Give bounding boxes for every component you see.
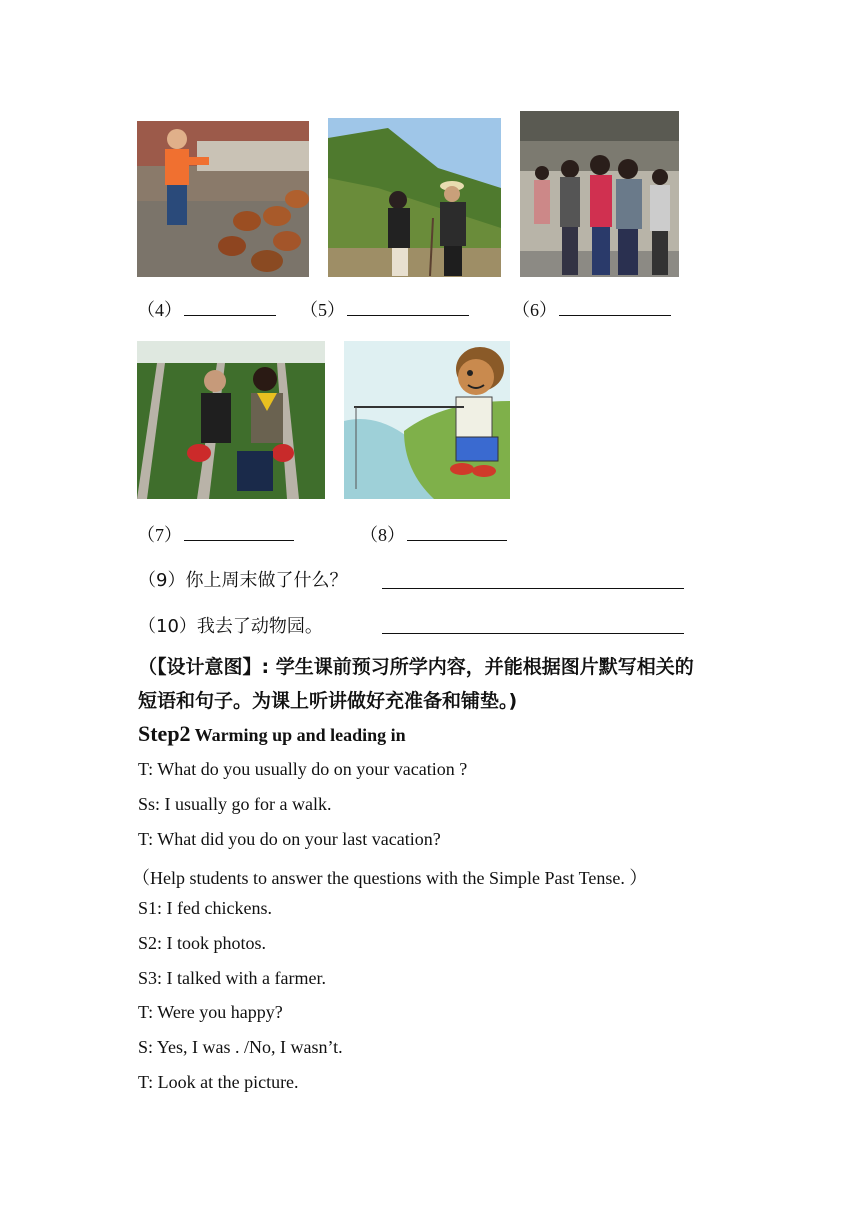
step2-number: Step2 — [138, 721, 191, 746]
answer-label-6 — [512, 296, 671, 322]
group-of-students-photo — [520, 111, 679, 277]
question-number: （4） — [137, 300, 182, 320]
question-10: （10）我去了动物园。 — [138, 616, 323, 637]
answer-blank-10[interactable] — [382, 633, 684, 634]
question-9: （9）你上周末做了什么？ — [138, 570, 348, 591]
answer-label-5 — [300, 296, 469, 322]
design-intent — [138, 650, 738, 718]
answer-label-7 — [137, 521, 294, 547]
answer-blank[interactable] — [559, 299, 671, 316]
dialogue-line: T: What do you usually do on your vacation ? — [138, 759, 468, 779]
dialogue-line: S3: I talked with a farmer. — [138, 968, 326, 988]
answer-blank[interactable] — [407, 524, 507, 541]
answer-label-8 — [360, 521, 507, 547]
question-number: （6） — [512, 300, 557, 320]
answer-label-4 — [137, 296, 276, 322]
answer-blank[interactable] — [184, 524, 294, 541]
dialogue-line: Ss: I usually go for a walk. — [138, 794, 332, 814]
dialogue-line: T: What did you do on your last vacation? — [138, 829, 441, 849]
boy-feeding-chickens-photo — [137, 121, 309, 277]
question-number: （7） — [137, 525, 182, 545]
dialogue-line: T: Look at the picture. — [138, 1072, 299, 1092]
question-number: （5） — [300, 300, 345, 320]
talking-with-farmer-photo — [328, 118, 501, 277]
step2-heading — [138, 721, 406, 747]
design-intent-line-2: 短语和句子。为课上听讲做好充准备和铺垫。) — [138, 690, 518, 712]
dialogue-line: S1: I fed chickens. — [138, 898, 272, 918]
picking-strawberries-photo — [137, 341, 325, 499]
dialogue-line: S2: I took photos. — [138, 933, 267, 953]
dialogue-line: T: Were you happy? — [138, 1002, 283, 1022]
answer-blank[interactable] — [347, 299, 469, 316]
dialogue-line: S: Yes, I was . /No, I wasn’t. — [138, 1037, 343, 1057]
answer-blank[interactable] — [184, 299, 276, 316]
boy-fishing-cartoon — [344, 341, 510, 499]
dialogue-note: （Help students to answer the questions with the Simple Past Tense. ） — [132, 868, 648, 888]
answer-blank-9[interactable] — [382, 588, 684, 589]
question-number: （8） — [360, 525, 405, 545]
design-intent-line-1: （【设计意图】: 学生课前预习所学内容，并能根据图片默写相关的 — [138, 656, 694, 678]
step2-title: Warming up and leading in — [194, 725, 406, 745]
